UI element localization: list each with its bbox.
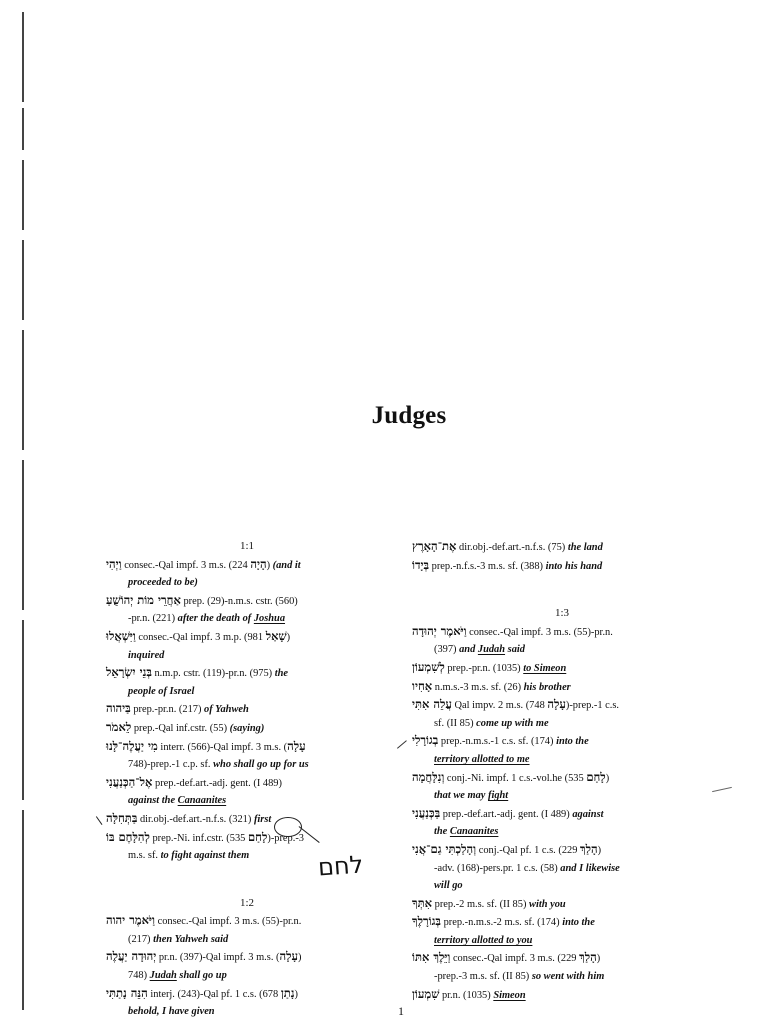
gloss-text: his brother bbox=[523, 681, 571, 693]
parsing-text: m.s. sf. bbox=[128, 850, 161, 862]
parsing-text: interj. (243)-Qal pf. 1 c.s. ( bbox=[147, 988, 263, 1000]
gloss-text: the bbox=[274, 668, 288, 680]
parsing-text: (217) bbox=[128, 933, 154, 945]
hebrew-root: עָלָה bbox=[279, 949, 298, 964]
gloss-text: the bbox=[434, 826, 450, 838]
parsing-text: prep.-pr.n. (1035) bbox=[444, 662, 524, 674]
gloss-text: so went with him bbox=[531, 971, 605, 983]
parsing-text: n.m.p. cstr. (119)-pr.n. (975) bbox=[151, 668, 275, 680]
hebrew-headword: וַיִּשְׁאֲלוּ bbox=[106, 628, 136, 643]
parsing-text: prep. (29)-n.m.s. cstr. (560) bbox=[180, 595, 298, 607]
parsing-text: prep.-n.m.s.-1 c.s. sf. (174) bbox=[438, 736, 557, 748]
gloss-text: to fight against them bbox=[160, 850, 250, 862]
lexical-entry bbox=[106, 738, 388, 774]
gloss-text: territory allotted to you bbox=[434, 934, 533, 946]
hebrew-headword: בְּיָדוֹ bbox=[412, 557, 430, 572]
gloss-text: Simeon bbox=[493, 989, 526, 1001]
hebrew-headword: יְהוּדָה יַעֲלֶה bbox=[106, 949, 157, 964]
hebrew-root: לָחַם bbox=[247, 829, 268, 844]
left-column bbox=[106, 538, 388, 1021]
parsing-text: 535)-prep.-3 bbox=[229, 832, 304, 844]
parsing-text: sf. (II 85) bbox=[434, 717, 477, 729]
lexical-entry bbox=[106, 948, 388, 984]
gloss-text: behold, I have given bbox=[128, 1006, 215, 1018]
parsing-text: -pr.n. (221) bbox=[128, 613, 178, 625]
parsing-text: 748)-prep.-1 c.s. bbox=[529, 700, 619, 712]
lexical-entry bbox=[412, 805, 712, 841]
parsing-text: 678) bbox=[262, 988, 298, 1000]
book-title: Judges bbox=[371, 402, 447, 429]
hebrew-root: עָלָה bbox=[287, 738, 306, 753]
lexical-entry bbox=[412, 557, 712, 576]
parsing-text: 748)-prep.-1 c.p. sf. bbox=[128, 759, 214, 771]
hebrew-headword: אֶת־הָאָרֶץ bbox=[412, 539, 457, 553]
lexical-entry bbox=[106, 664, 388, 700]
verse-heading: 1:1 bbox=[239, 540, 255, 552]
gloss-text: against the bbox=[128, 795, 178, 807]
lexical-entry bbox=[106, 985, 388, 1021]
parsing-text: -prep.-3 m.s. sf. (II 85) bbox=[434, 971, 532, 983]
gloss-text: then Yahweh said bbox=[153, 933, 229, 945]
lexical-entry bbox=[412, 895, 712, 914]
gloss-text: against bbox=[572, 808, 604, 820]
gloss-text: first bbox=[253, 813, 272, 825]
gloss-text: (saying) bbox=[229, 722, 265, 734]
hebrew-root: עָלָה bbox=[547, 697, 566, 712]
gloss-text: and I likewise bbox=[560, 862, 620, 874]
parsing-text: 224) bbox=[232, 559, 273, 571]
lexical-entry bbox=[412, 696, 712, 732]
parsing-text: -adv. (168)-pers.pr. 1 c.s. (58) bbox=[434, 862, 561, 874]
gloss-text: of Yahweh bbox=[204, 704, 249, 716]
hebrew-headword: וַיֵּלֶךְ אִתּוֹ bbox=[412, 950, 451, 965]
hebrew-headword: הִנֵּה נָתַתִּי bbox=[106, 985, 148, 1000]
hebrew-headword: בְּנֵי יִשְׂרָאֵל bbox=[106, 665, 152, 680]
gloss-text: with you bbox=[529, 898, 566, 910]
parsing-text: 981) bbox=[247, 631, 291, 643]
lexical-entry bbox=[412, 659, 712, 678]
parsing-text: 229) bbox=[560, 953, 601, 965]
hebrew-headword: אַחֲרֵי מוֹת יְהוֹשֻׁעַ bbox=[106, 592, 181, 607]
parsing-text: interr. (566)-Qal impf. 3 m.s. ( bbox=[157, 741, 288, 753]
gloss-text: that we may bbox=[434, 790, 488, 802]
gloss-text: proceeded to be) bbox=[128, 577, 198, 589]
parsing-text: ) bbox=[298, 952, 302, 964]
hebrew-headword: וְנִלָּחֲמָה bbox=[412, 769, 445, 784]
gloss-text: to Simeon bbox=[523, 662, 567, 674]
parsing-text: dir.obj.-def.art.-n.f.s. (321) bbox=[137, 813, 254, 825]
parsing-text: prep.-Qal inf.cstr. (55) bbox=[131, 722, 230, 734]
gloss-text: inquired bbox=[128, 649, 165, 661]
margin-mark bbox=[96, 816, 103, 825]
hebrew-headword: אֶל־הַכְּנַעֲנִי bbox=[106, 774, 153, 789]
hebrew-root: לָחַם bbox=[586, 769, 606, 784]
hebrew-headword: בַּיהוה bbox=[106, 701, 131, 716]
parsing-text: dir.obj.-def.art.-n.f.s. (75) bbox=[456, 542, 568, 553]
hebrew-headword: לְשִׁמְעוֹן bbox=[412, 659, 445, 674]
gloss-text: (and it bbox=[272, 559, 301, 571]
lexical-entry bbox=[106, 700, 388, 719]
hebrew-headword: בַּתְּחִלָּה bbox=[106, 810, 138, 825]
parsing-text: conj.-Qal pf. 1 c.s. ( bbox=[476, 844, 562, 856]
parsing-text: consec.-Qal impf. 3 m.s. (55)-pr.n. bbox=[466, 626, 613, 638]
lexical-entry bbox=[412, 949, 712, 985]
parsing-text: prep.-pr.n. (217) bbox=[130, 704, 205, 716]
hebrew-headword: לֵאמֹר bbox=[106, 719, 132, 734]
margin-scribble bbox=[712, 787, 732, 792]
lexical-entry bbox=[412, 769, 712, 805]
hebrew-headword: אָחִיו bbox=[412, 678, 433, 693]
parsing-text: 535) bbox=[568, 772, 610, 784]
parsing-text: 748) bbox=[128, 970, 150, 982]
hebrew-headword: מִי יַעֲלֶה־לָּנוּ bbox=[106, 738, 158, 753]
parsing-text: pr.n. (397)-Qal impf. 3 m.s. ( bbox=[156, 952, 280, 964]
parsing-text: n.m.s.-3 m.s. sf. (26) bbox=[432, 681, 524, 693]
lexical-entry bbox=[106, 719, 388, 738]
gloss-text: into his hand bbox=[545, 560, 603, 572]
gloss-text: and bbox=[459, 644, 478, 656]
lexical-entry bbox=[412, 678, 712, 697]
gloss-text: into the bbox=[556, 736, 589, 748]
hebrew-root: שָׁאַל bbox=[265, 628, 287, 643]
lexical-entry bbox=[106, 912, 388, 948]
hebrew-headword: בְּגוֹרָלֶךָ bbox=[412, 914, 441, 929]
parsing-text: consec.-Qal impf. 3 m.s. ( bbox=[450, 953, 561, 965]
gloss-text: said bbox=[505, 644, 525, 656]
hebrew-root: הָלַךְ bbox=[580, 841, 598, 856]
parsing-text: prep.-n.f.s.-3 m.s. sf. (388) bbox=[429, 560, 546, 572]
page-number: 1 bbox=[398, 1004, 404, 1018]
lexical-entry bbox=[106, 592, 388, 628]
lexical-entry bbox=[412, 913, 712, 949]
handwritten-note: לחם bbox=[317, 850, 365, 882]
parsing-text: pr.n. (1035) bbox=[439, 989, 494, 1001]
parsing-text: Qal impv. 2 m.s. ( bbox=[451, 700, 530, 712]
parsing-text: consec.-Qal impf. 3 m.s. ( bbox=[121, 559, 233, 571]
scan-edge-marks bbox=[20, 0, 26, 1024]
verse-heading: 1:3 bbox=[554, 607, 570, 620]
gloss-text: into the bbox=[562, 917, 595, 929]
gloss-text: people of Israel bbox=[128, 685, 195, 697]
hebrew-root: נָתַן bbox=[280, 985, 295, 1000]
hebrew-headword: בַּכְּנַעֲנִי bbox=[412, 805, 441, 820]
lexical-entry bbox=[106, 556, 388, 592]
hebrew-headword: וַיֹּאמֶר יְהוּדָה bbox=[412, 623, 467, 638]
gloss-text: Joshua bbox=[253, 613, 286, 625]
hebrew-headword: וַיֹּאמֶר יהוה bbox=[106, 913, 155, 928]
gloss-text: will go bbox=[434, 880, 463, 892]
lexical-entry bbox=[412, 732, 712, 768]
gloss-text: after the death of bbox=[177, 613, 254, 625]
gloss-text: Canaanites bbox=[449, 826, 499, 838]
gloss-text: come up with me bbox=[476, 717, 549, 729]
parsing-text: (397) bbox=[434, 644, 460, 656]
gloss-text: who shall go up for us bbox=[213, 759, 309, 771]
lexical-entry bbox=[412, 623, 712, 659]
gloss-text: shall go up bbox=[176, 970, 227, 982]
lexical-entry bbox=[106, 810, 388, 829]
right-column bbox=[412, 538, 712, 1004]
gloss-text: Judah bbox=[477, 644, 506, 656]
parsing-text: conj.-Ni. impf. 1 c.s.-vol.he ( bbox=[444, 772, 569, 784]
parsing-text: prep.-def.art.-adj. gent. (I 489) bbox=[440, 808, 573, 820]
lexical-entry bbox=[412, 538, 712, 557]
gloss-text: fight bbox=[487, 790, 509, 802]
verse-heading: 1:2 bbox=[239, 896, 255, 909]
hebrew-headword: עֲלֵה אִתִּי bbox=[412, 697, 452, 712]
lexical-entry bbox=[106, 774, 388, 810]
hebrew-headword: שִׁמְעוֹן bbox=[412, 986, 440, 1001]
gloss-text: Judah bbox=[149, 970, 177, 982]
parsing-text: prep.-n.m.s.-2 m.s. sf. (174) bbox=[440, 917, 563, 929]
margin-tick bbox=[397, 740, 407, 749]
hebrew-headword: אִתְּךָ bbox=[412, 895, 433, 910]
hebrew-headword: וַיְהִי bbox=[106, 556, 122, 571]
parsing-text: consec.-Qal impf. 3 m.s. (55)-pr.n. bbox=[155, 916, 302, 928]
hebrew-headword: בְגוֹרָלִי bbox=[412, 733, 439, 748]
parsing-text: consec.-Qal impf. 3 m.p. ( bbox=[135, 631, 248, 643]
hebrew-headword: וְהָלַכְתִּי גַם־אֲנִי bbox=[412, 841, 477, 856]
hebrew-root: הָלַךְ bbox=[579, 950, 597, 965]
gloss-text: the land bbox=[567, 542, 603, 553]
parsing-text: prep.-Ni. inf.cstr. ( bbox=[149, 832, 230, 844]
hebrew-headword: לְהִלָּחֶם בּוֹ bbox=[106, 829, 150, 844]
gloss-text: Canaanites bbox=[177, 795, 227, 807]
hebrew-root: הָיָה bbox=[250, 556, 267, 571]
parsing-text: 229) bbox=[561, 844, 602, 856]
lexical-entry bbox=[106, 628, 388, 664]
lexical-entry bbox=[412, 841, 712, 895]
lexical-entry bbox=[412, 986, 712, 1005]
gloss-text: territory allotted to me bbox=[434, 753, 530, 765]
parsing-text: prep.-2 m.s. sf. (II 85) bbox=[432, 898, 530, 910]
parsing-text: prep.-def.art.-adj. gent. (I 489) bbox=[152, 777, 282, 789]
